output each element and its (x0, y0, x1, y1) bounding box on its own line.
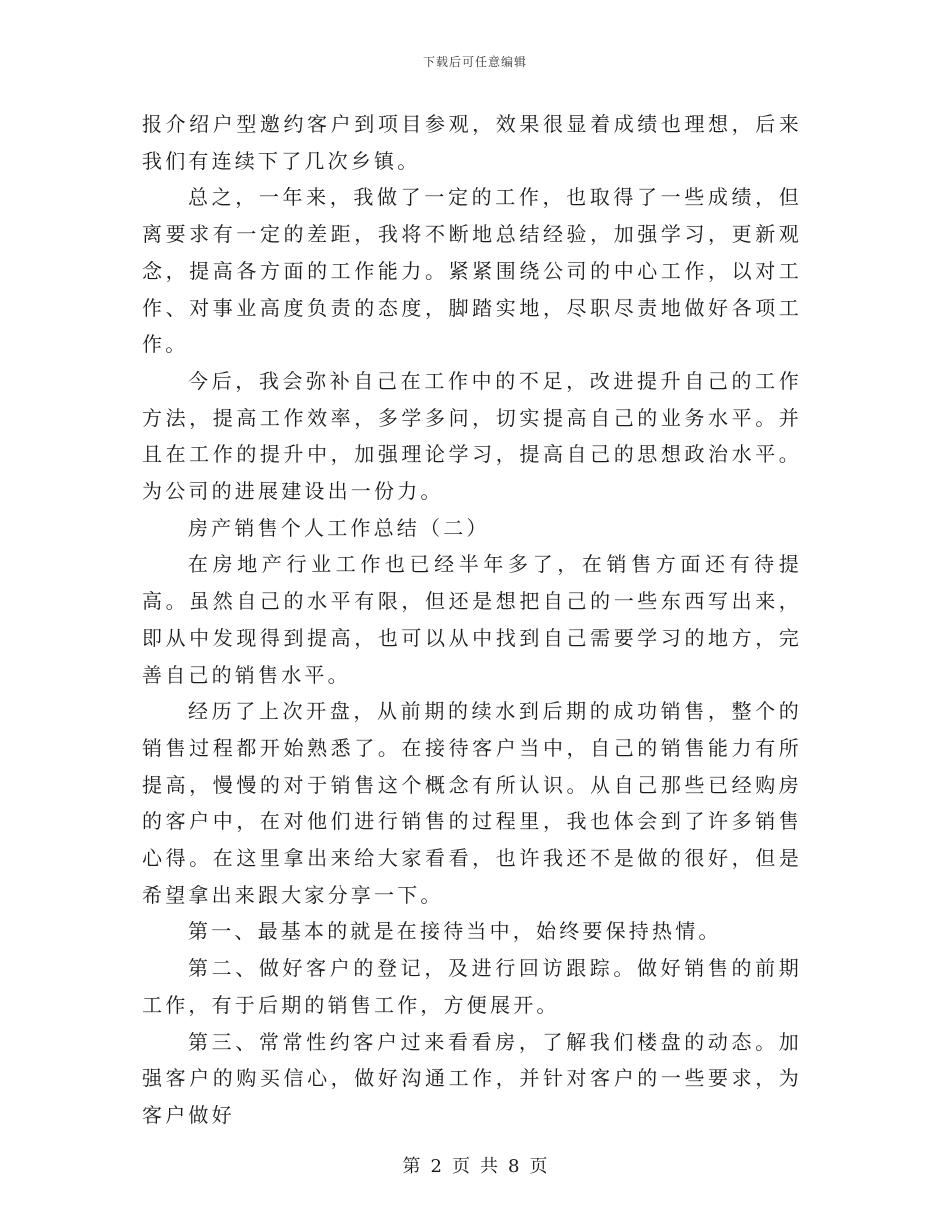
paragraph: 第三、常常性约客户过来看看房，了解我们楼盘的动态。加强客户的购买信心，做好沟通工作，并针对客户的一些要求，为客户做好 (142, 1029, 802, 1127)
page-label-suffix: 页 (529, 1156, 548, 1177)
current-page-number: 2 (430, 1156, 442, 1177)
paragraph: 第一、最基本的就是在接待当中，始终要保持热情。 (188, 919, 722, 944)
paragraph: 经历了上次开盘，从前期的续水到后期的成功销售，整个的销售过程都开始熟悉了。在接待客户当中，自己的销售能力有所提高，慢慢的对于销售这个概念有所认识。从自己那些已经购房的客户中，在对他们进行销售的过程里，我也体会到了许多销售心得。在这里拿出来给大家看看，也许我还不是做的很好，但是希望拿出来跟大家分享一下。 (142, 699, 802, 907)
section-heading: 房产销售个人工作总结（二） (188, 515, 490, 540)
page-footer (0, 1152, 950, 1178)
page-label-mid: 页 (452, 1156, 470, 1177)
paragraph: 报介绍户型邀约客户到项目参观，效果很显着成绩也理想，后来我们有连续下了几次乡镇。 (142, 112, 802, 173)
total-pages-number: 8 (508, 1156, 520, 1177)
page-header: 下载后可任意编辑 (422, 55, 527, 69)
page-label-prefix: 第 (402, 1156, 421, 1177)
paragraph: 在房地产行业工作也已经半年多了，在销售方面还有待提高。虽然自己的水平有限，但还是想把自己的一些东西写出来，即从中发现得到提高，也可以从中找到自己需要学习的地方，完善自己的销售水平。 (142, 552, 802, 687)
paragraph: 今后，我会弥补自己在工作中的不足，改进提升自己的工作方法，提高工作效率，多学多问，切实提高自己的业务水平。并且在工作的提升中，加强理论学习，提高自己的思想政治水平。为公司的进展建设出一份力。 (142, 368, 802, 504)
total-label: 共 (480, 1156, 498, 1177)
paragraph: 第二、做好客户的登记，及进行回访跟踪。做好销售的前期工作，有于后期的销售工作，方便展开。 (142, 956, 802, 1017)
paragraph: 总之，一年来，我做了一定的工作，也取得了一些成绩，但离要求有一定的差距，我将不断地总结经验，加强学习，更新观念，提高各方面的工作能力。紧紧围绕公司的中心工作，以对工作、对事业高度负责的态度，脚踏实地，尽职尽责地做好各项工作。 (142, 185, 802, 357)
document-body (142, 106, 802, 1134)
